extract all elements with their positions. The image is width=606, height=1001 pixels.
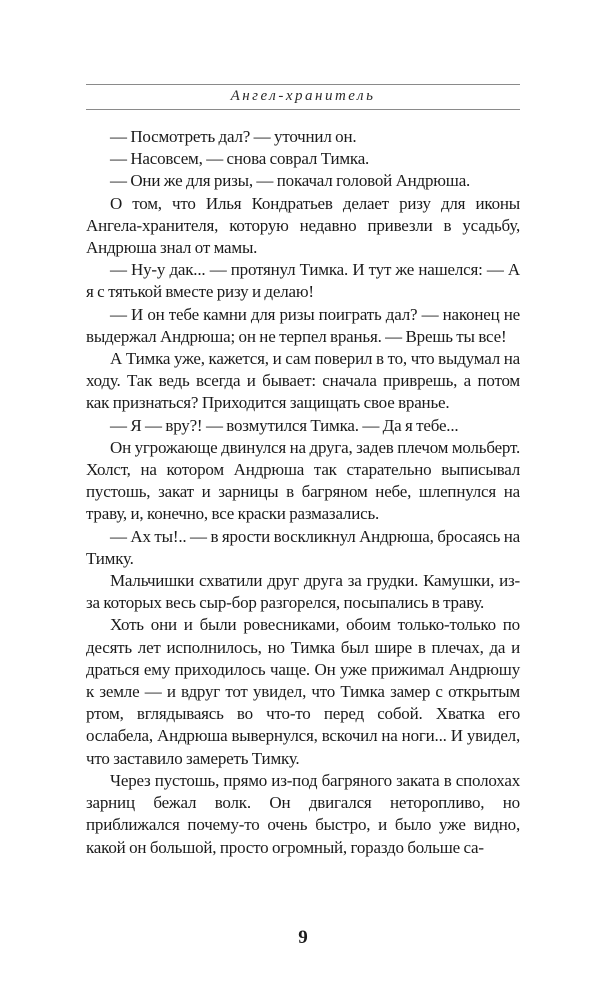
paragraph-dialogue: — Ах ты!.. — в ярости воскликнул Андрюша, бросаясь на Тимку. [86, 526, 520, 568]
page-number: 9 [298, 927, 308, 948]
paragraph-dialogue: — Насовсем, — снова соврал Тимка. [110, 149, 370, 169]
paragraph-dialogue: — Посмотреть дал? — уточнил он. [110, 127, 357, 146]
paragraph-narration: Через пустошь, прямо из-под багряного заката в сполохах зарниц бежал волк. Он двигался неторопливо, но приближался почему-то очень быстро, и было уже видно, какой он большой, просто огромный, гораздо больше са- [86, 770, 520, 857]
paragraph-narration: Он угрожающе двинулся на друга, задев плечом мольберт. Холст, на котором Андрюша так старательно выписывал пустошь, закат и зарницы в багряном небе, шлепнулся на траву, и, конечно, все краски размазались. [86, 437, 520, 524]
running-head [86, 84, 520, 110]
paragraph-dialogue: — Я — вру?! — возмутился Тимка. — Да я тебе... [110, 415, 459, 435]
paragraph-dialogue: — Они же для ризы, — покачал головой Андрюша. [110, 171, 471, 191]
paragraph-narration: О том, что Илья Кондратьев делает ризу для иконы Ангела-хранителя, которую недавно привезли в усадьбу, Андрюша знал от мамы. [86, 193, 520, 258]
text-block [86, 126, 520, 859]
paragraph-narration: Хоть они и были ровесниками, обоим только-только по десять лет исполнилось, но Тимка был шире в плечах, да и драться ему приходилось чаще. Он уже прижимал Андрюшу к земле — и вдруг тот увидел, что Тимка замер с открытым ртом, вглядываясь во что-то перед собой. Хватка его ослабела, Андрюша вывернулся, вскочил на ноги... И увидел, что заставило замереть Тимку. [86, 615, 520, 768]
book-title: Ангел-хранитель [230, 88, 376, 104]
paragraph-narration: Мальчишки схватили друг друга за грудки. Камушки, из-за которых весь сыр-бор разгорелся, посыпались в траву. [86, 571, 520, 613]
page-footer [0, 927, 606, 949]
paragraph-narration: А Тимка уже, кажется, и сам поверил в то, что выдумал на ходу. Так ведь всегда и бывает: сначала приврешь, а потом как признаться? Приходится защищать свое вранье. [86, 349, 520, 413]
paragraph-dialogue: — Ну-у дак... — протянул Тимка. И тут же нашелся: — А я с тятькой вместе ризу и делаю! [86, 260, 520, 302]
header-rule-bottom [86, 109, 520, 110]
paragraph-dialogue: — И он тебе камни для ризы поиграть дал? — наконец не выдержал Андрюша; он не терпел вранья. — Врешь ты все! [86, 304, 520, 346]
